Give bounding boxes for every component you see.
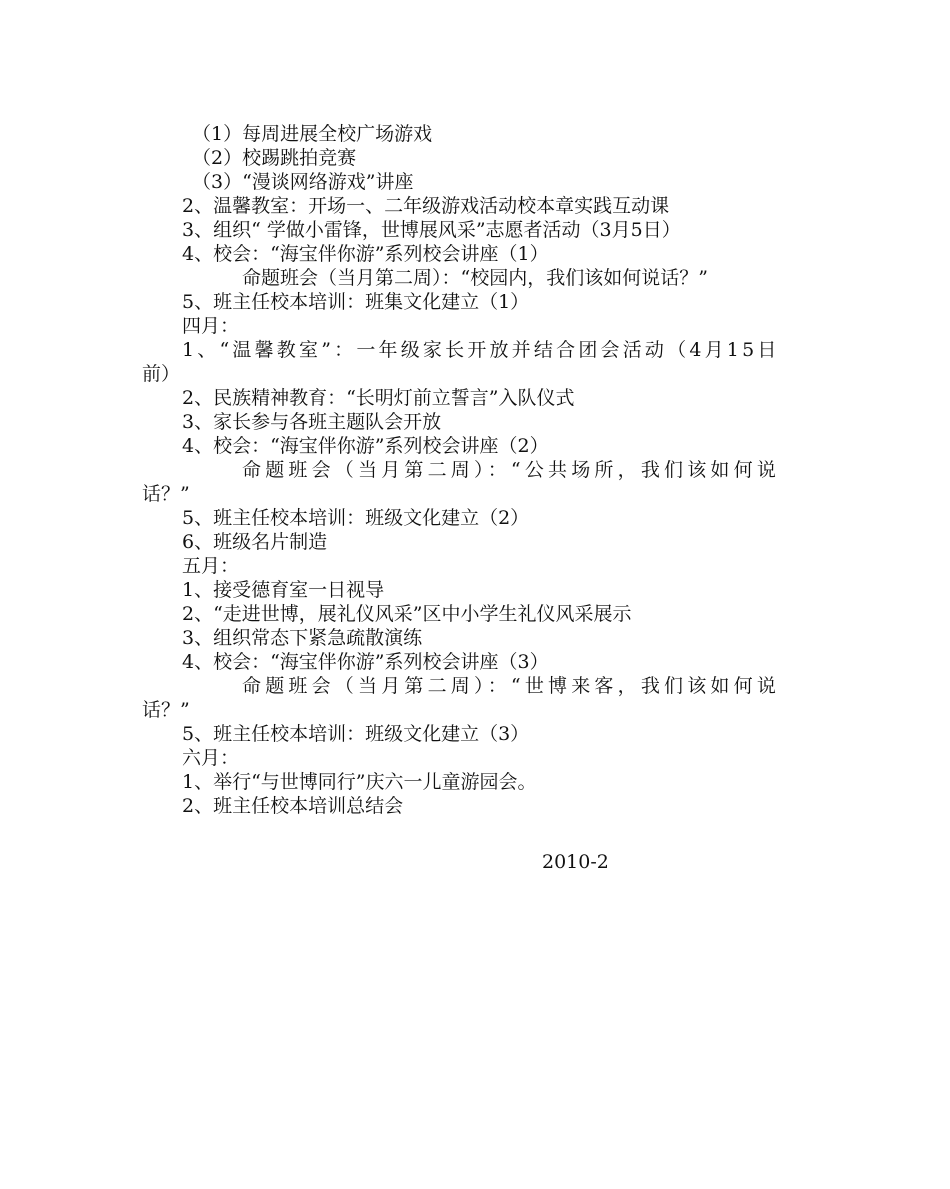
text-line: （2）校踢跳拍竞赛 <box>192 147 357 169</box>
text-line: 命题班会（当月第二周）：“公共场所，我们该如何说 <box>242 459 781 481</box>
text-line: 3、组织“ 学做小雷锋，世博展风采”志愿者活动（3月5日） <box>182 219 681 241</box>
text-line: 1、接受德育室一日视导 <box>182 579 385 601</box>
text-line: 前） <box>142 363 181 385</box>
text-line: 命题班会（当月第二周）：“校园内，我们该如何说话？” <box>242 267 708 289</box>
text-line: 4、校会：“海宝伴你游”系列校会讲座（2） <box>182 435 549 457</box>
text-line: 1、“温馨教室”：一年级家长开放并结合团会活动（4月15日 <box>182 339 780 361</box>
text-line: 3、家长参与各班主题队会开放 <box>182 411 442 433</box>
text-line: （1）每周进展全校广场游戏 <box>192 123 433 145</box>
text-line: 命题班会（当月第二周）：“世博来客，我们该如何说 <box>242 675 781 697</box>
month-heading: 五月： <box>182 555 240 577</box>
text-line: 4、校会：“海宝伴你游”系列校会讲座（1） <box>182 243 549 265</box>
text-line: 2、温馨教室：开场一、二年级游戏活动校本章实践互动课 <box>182 195 670 217</box>
text-line: 话？” <box>142 483 190 505</box>
text-line: 5、班主任校本培训：班集文化建立（1） <box>182 291 530 313</box>
text-line: 2、“走进世博，展礼仪风采”区中小学生礼仪风采展示 <box>182 603 632 625</box>
text-line: 4、校会：“海宝伴你游”系列校会讲座（3） <box>182 651 549 673</box>
text-line: 6、班级名片制造 <box>182 531 328 553</box>
text-line: 3、组织常态下紧急疏散演练 <box>182 627 423 649</box>
document-date: 2010-2 <box>542 851 609 873</box>
text-line: （3）“漫谈网络游戏”讲座 <box>192 171 414 193</box>
month-heading: 四月： <box>182 315 240 337</box>
text-line: 1、举行“与世博同行”庆六一儿童游园会。 <box>182 771 537 793</box>
text-line: 2、民族精神教育：“长明灯前立誓言”入队仪式 <box>182 387 575 409</box>
text-line: 2、班主任校本培训总结会 <box>182 795 404 817</box>
text-line: 5、班主任校本培训：班级文化建立（3） <box>182 723 530 745</box>
text-line: 话？” <box>142 699 190 721</box>
text-line: 5、班主任校本培训：班级文化建立（2） <box>182 507 530 529</box>
month-heading: 六月： <box>182 747 240 769</box>
